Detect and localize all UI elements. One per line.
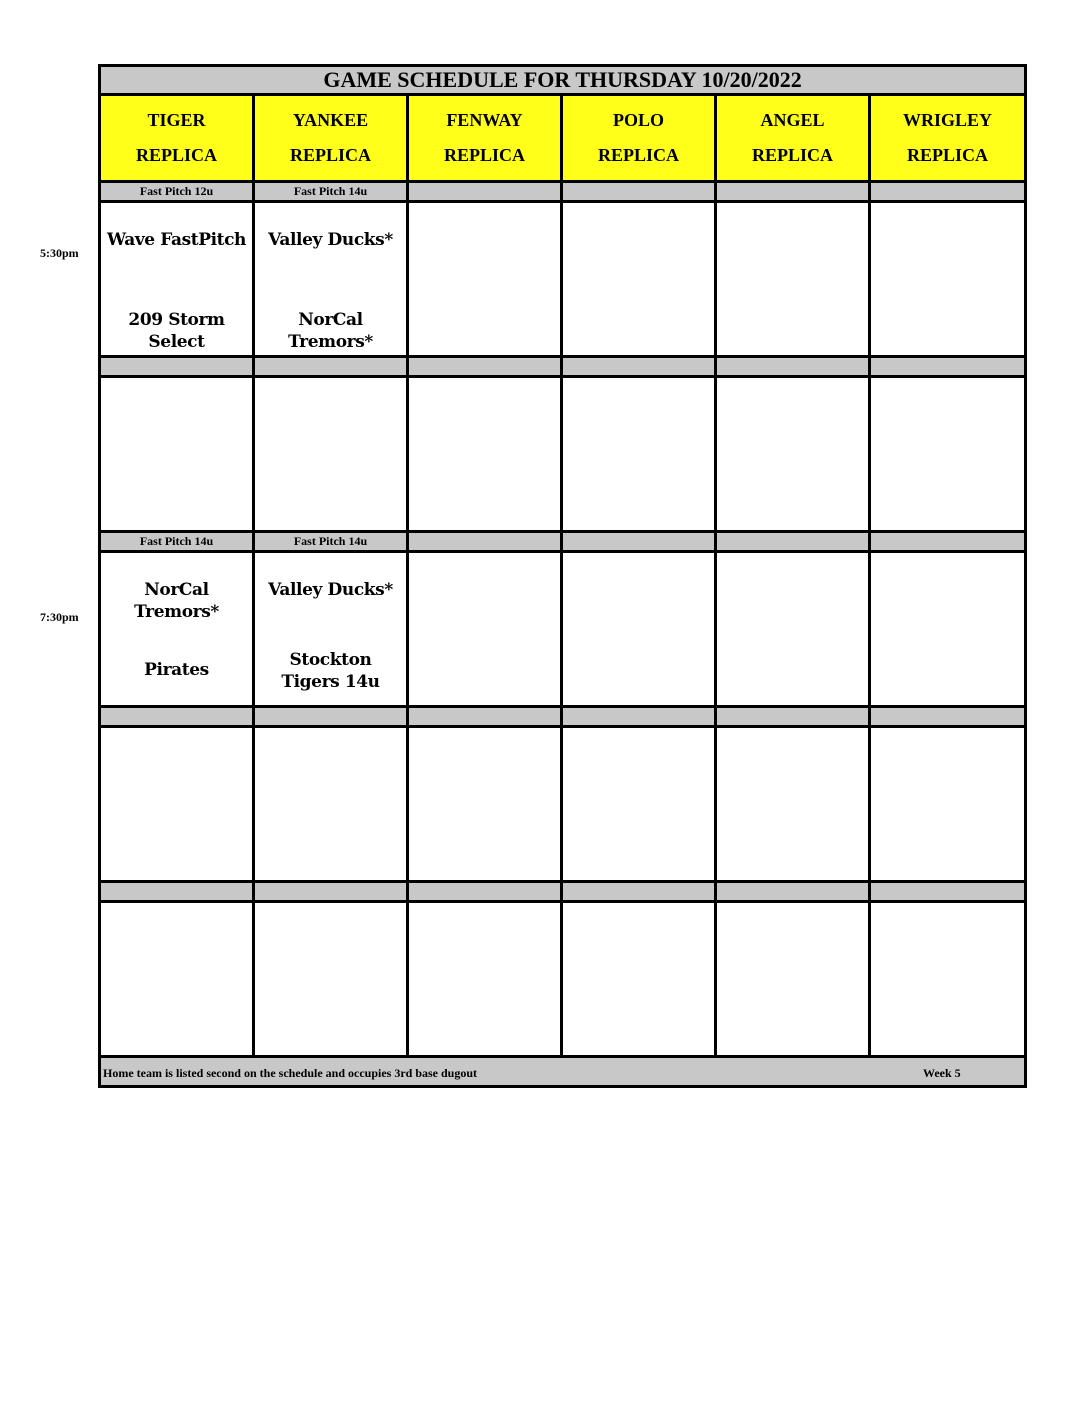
game-cell (254, 377, 408, 532)
game-cell (254, 727, 408, 882)
game-cell (254, 552, 408, 707)
game-cell (100, 377, 254, 532)
home-team: NorCal Tremors* (288, 310, 373, 352)
game-cell (562, 202, 716, 357)
division-label (562, 532, 716, 552)
division-label (408, 882, 562, 902)
game-cell (408, 552, 562, 707)
game-cell (254, 902, 408, 1057)
game-cell (562, 552, 716, 707)
game-cell (408, 902, 562, 1057)
division-label (716, 532, 870, 552)
division-label (716, 357, 870, 377)
division-label: Fast Pitch 14u (254, 182, 408, 202)
division-label (562, 882, 716, 902)
game-cell (562, 902, 716, 1057)
game-cell (870, 202, 1026, 357)
game-cell (716, 377, 870, 532)
field-header-polo: POLO REPLICA (562, 95, 716, 182)
division-label (408, 532, 562, 552)
home-team-note: Home team is listed second on the schedule and occupies 3rd base dugout (103, 1066, 478, 1080)
home-team: Stockton Tigers 14u (281, 650, 380, 692)
game-cell (562, 727, 716, 882)
division-label: Fast Pitch 14u (100, 532, 254, 552)
game-cell (716, 902, 870, 1057)
away-team: NorCal Tremors* (134, 580, 219, 622)
division-label (254, 357, 408, 377)
field-header-fenway: FENWAY REPLICA (408, 95, 562, 182)
field-header-yankee: YANKEE REPLICA (254, 95, 408, 182)
division-label: Fast Pitch 14u (254, 532, 408, 552)
game-cell (562, 377, 716, 532)
division-label: Fast Pitch 12u (100, 182, 254, 202)
away-team: Valley Ducks* (268, 580, 393, 600)
away-team: Valley Ducks* (268, 230, 393, 250)
division-label (254, 882, 408, 902)
division-label (408, 182, 562, 202)
division-label (100, 882, 254, 902)
schedule-footer (100, 1057, 1026, 1087)
division-label (870, 707, 1026, 727)
game-cell (716, 727, 870, 882)
home-team: 209 Storm Select (128, 310, 225, 352)
division-label (408, 707, 562, 727)
division-label (870, 882, 1026, 902)
home-team: Pirates (144, 660, 209, 680)
game-cell (100, 202, 254, 357)
division-label (100, 357, 254, 377)
division-label (716, 882, 870, 902)
division-label (100, 707, 254, 727)
game-cell (716, 202, 870, 357)
schedule-title: GAME SCHEDULE FOR THURSDAY 10/20/2022 (100, 66, 1026, 95)
division-label (254, 707, 408, 727)
game-cell (870, 727, 1026, 882)
time-label-slot-3: 7:30pm (40, 610, 79, 624)
game-cell (408, 377, 562, 532)
time-label-slot-1: 5:30pm (40, 246, 79, 260)
schedule-table (98, 64, 1027, 1088)
field-header-angel: ANGEL REPLICA (716, 95, 870, 182)
game-cell (870, 902, 1026, 1057)
game-cell (100, 552, 254, 707)
division-label (716, 182, 870, 202)
field-header-tiger: TIGER REPLICA (100, 95, 254, 182)
division-label (870, 532, 1026, 552)
division-label (870, 182, 1026, 202)
division-label (562, 182, 716, 202)
game-cell (408, 202, 562, 357)
week-label: Week 5 (923, 1066, 961, 1080)
division-label (562, 707, 716, 727)
division-label (562, 357, 716, 377)
game-cell (100, 727, 254, 882)
division-label (870, 357, 1026, 377)
game-cell (408, 727, 562, 882)
game-cell (100, 902, 254, 1057)
game-cell (870, 552, 1026, 707)
field-header-wrigley: WRIGLEY REPLICA (870, 95, 1026, 182)
division-label (716, 707, 870, 727)
game-cell (870, 377, 1026, 532)
game-cell (254, 202, 408, 357)
game-cell (716, 552, 870, 707)
division-label (408, 357, 562, 377)
away-team: Wave FastPitch (106, 230, 247, 250)
